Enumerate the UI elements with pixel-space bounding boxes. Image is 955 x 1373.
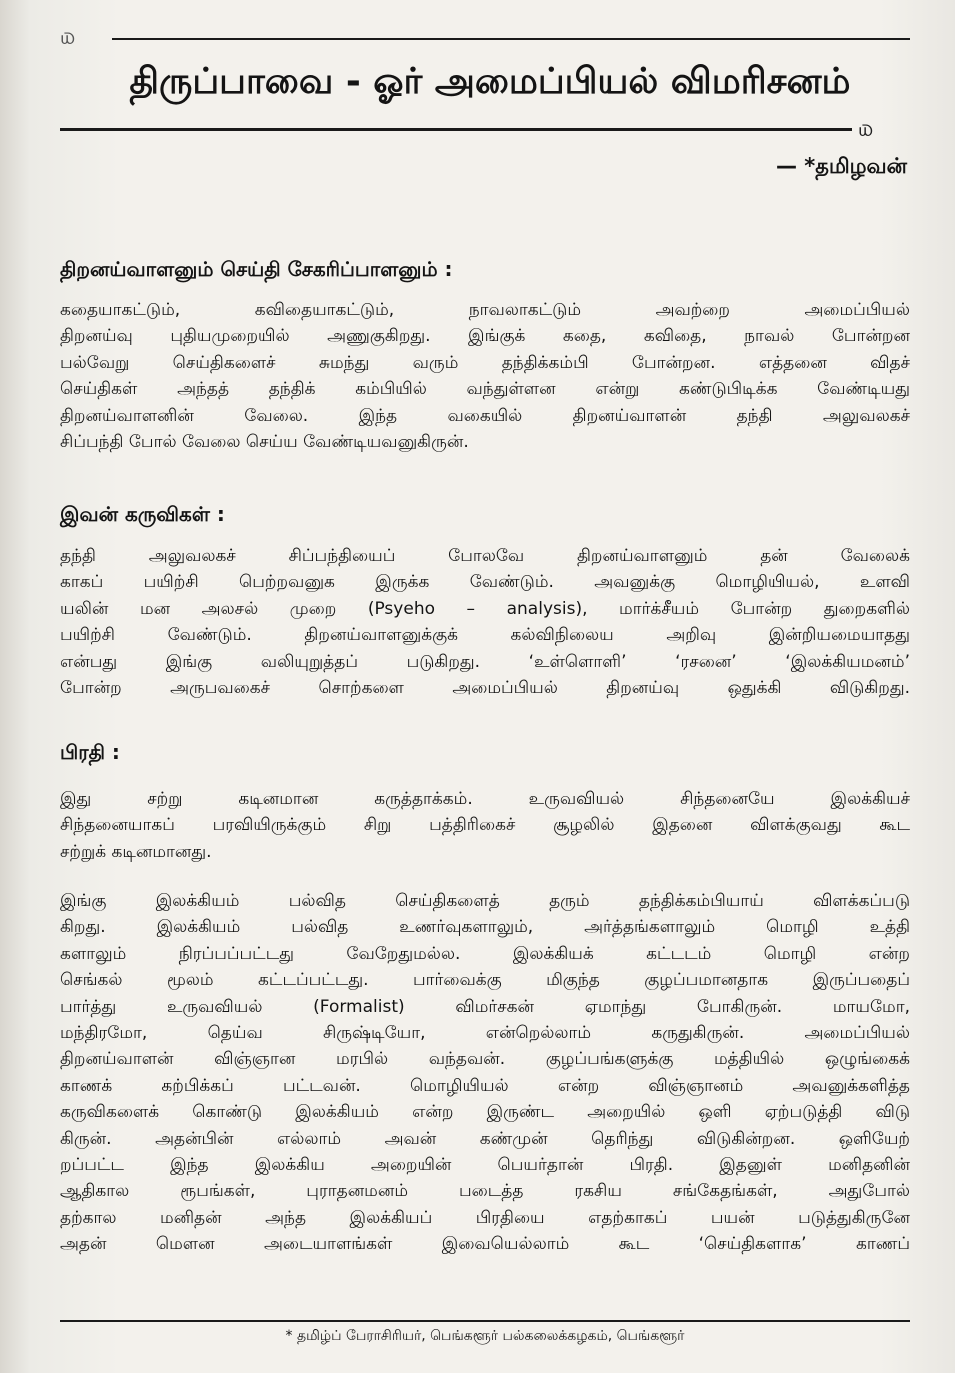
paragraph-line: கருவிகளைக் கொண்டு இலக்கியம் என்ற இருண்ட அறையில் ஒளி ஏற்படுத்தி விடு [60,1102,910,1123]
paragraph-tools [60,543,910,701]
paragraph-line: றப்பட்ட இந்த இலக்கிய அறையின் பெயர்தான் பிரதி. இதனுள் மனிதனின் [60,1154,910,1175]
paragraph-line: கிருன். அதன்பின் எல்லாம் அவன் கண்முன் தெரிந்து விடுகின்றன. ஒளியேற் [60,1128,910,1149]
section-heading-tools: இவன் கருவிகள் : [60,502,225,526]
paragraph-line: செங்கல் மூலம் கட்டப்பட்டது. பார்வைக்கு மிகுந்த குழப்பமானதாக இருப்பதைப் [60,970,910,991]
paragraph-line: கதையாகட்டும், கவிதையாகட்டும், நாவலாகட்டும் அவற்றை அமைப்பியல் [60,300,910,320]
paragraph-line: கிறது. இலக்கியம் பல்வித உணர்வுகளாலும், அர்த்தங்களாலும் மொழி உத்தி [60,917,910,938]
paragraph-line: இங்கு இலக்கியம் பல்வித செய்திகளைத் தரும் தந்திக்கம்பியாய் விளக்கப்படு [60,891,910,911]
footnote-rule [60,1320,910,1322]
section-heading-text: பிரதி : [60,740,120,764]
paragraph-line: பல்வேறு செய்திகளைச் சுமந்து வரும் தந்திக்கம்பி போன்றன. எத்தனை விதச் [60,352,910,373]
paragraph-critic-and-reporter [60,297,910,455]
paragraph-text-intro [60,786,910,865]
article-title: திருப்பாவை - ஓர் அமைப்பியல் விமரிசனம் [129,61,851,102]
paragraph-line: சிந்தனையாகப் பரவியிருக்கும் சிறு பத்திரிகைச் சூழலில் இதனை விளக்குவது கூட [60,815,910,836]
paragraph-line: செய்திகள் அந்தத் தந்திக் கம்பியில் வந்துள்ளன என்று கண்டுபிடிக்க வேண்டியது [60,379,910,400]
page-number-right: ௰ [858,114,876,142]
paragraph-line: காணக் கற்பிக்கப் பட்டவன். மொழியியல் என்ற விஞ்ஞானம் அவனுக்களித்த [60,1075,910,1096]
paragraph-text-body [60,888,910,1257]
paragraph-line: இது சற்று கடினமான கருத்தாக்கம். உருவவியல் சிந்தனையே இலக்கியச் [60,789,910,809]
paragraph-line: போன்ற அருபவகைச் சொற்களை அமைப்பியல் திறனய்வு ஒதுக்கி விடுகிறது. [60,677,910,698]
paragraph-line: யலின் மன அலசல் முறை (Psyeho – analysis), மார்க்சீயம் போன்ற துறைகளில் [60,598,910,619]
author-byline: — *தமிழவன் [775,154,907,178]
paragraph-line: களாலும் நிரப்பப்பட்டது வேறேதுமல்ல. இலக்கியக் கட்டடம் மொழி என்ற [60,943,910,964]
paragraph-line: என்பது இங்கு வலியுறுத்தப் படுகிறது. ‘உள்ளொளி’ ‘ரசனை’ ‘இலக்கியமனம்’ [60,651,910,672]
paragraph-line: அதன் மௌன அடையாளங்கள் இவையெல்லாம் கூட ‘செய்திகளாக’ காணப் [60,1234,910,1255]
header-rule [112,38,910,40]
paragraph-line: பயிற்சி வேண்டும். திறனய்வாளனுக்குக் கல்விநிலைய அறிவு இன்றியமையாதது [60,625,910,646]
title-rule [60,128,852,131]
paragraph-line: பார்த்து உருவவியல் (Formalist) விமர்சகன் ஏமாந்து போகிருன். மாயமோ, [60,996,910,1017]
paragraph-line: தற்கால மனிதன் அந்த இலக்கியப் பிரதியை எதற்காகப் பயன் படுத்துகிருனே [60,1207,910,1228]
paragraph-line: சற்றுக் கடினமானது. [60,841,212,862]
footnote: * தமிழ்ப் பேராசிரியர், பெங்களூர் பல்கலைக்கழகம், பெங்களூர் [285,1328,685,1344]
page-number-left: ௰ [60,22,78,50]
paragraph-line: சிப்பந்தி போல் வேலை செய்ய வேண்டியவனுகிருன். [60,431,469,452]
paragraph-line: தந்தி அலுவலகச் சிப்பந்தியைப் போலவே திறனய்வாளனும் தன் வேலைக் [60,546,910,566]
section-heading-critic-and-reporter: திறனய்வாளனும் செய்தி சேகரிப்பாளனும் : [60,257,453,281]
paragraph-line: திறனய்வாளனின் வேலை. இந்த வகையில் திறனய்வாளன் தந்தி அலுவலகச் [60,405,910,426]
paragraph-line: திறனய்வாளன் விஞ்ஞான மரபில் வந்தவன். குழப்பங்களுக்கு மத்தியில் ஒழுங்கைக் [60,1049,910,1070]
paragraph-line: ஆதிகால ரூபங்கள், புராதனமனம் படைத்த ரகசிய சங்கேதங்கள், அதுபோல் [60,1181,910,1202]
paragraph-line: காகப் பயிற்சி பெற்றவனுக இருக்க வேண்டும். அவனுக்கு மொழியியல், உளவி [60,572,910,593]
paragraph-line: மந்திரமோ, தெய்வ சிருஷ்டியோ, என்றெல்லாம் கருதுகிருன். அமைப்பியல் [60,1022,910,1043]
paragraph-line: திறனய்வு புதியமுறையில் அணுகுகிறது. இங்குக் கதை, கவிதை, நாவல் போன்றன [60,326,910,347]
